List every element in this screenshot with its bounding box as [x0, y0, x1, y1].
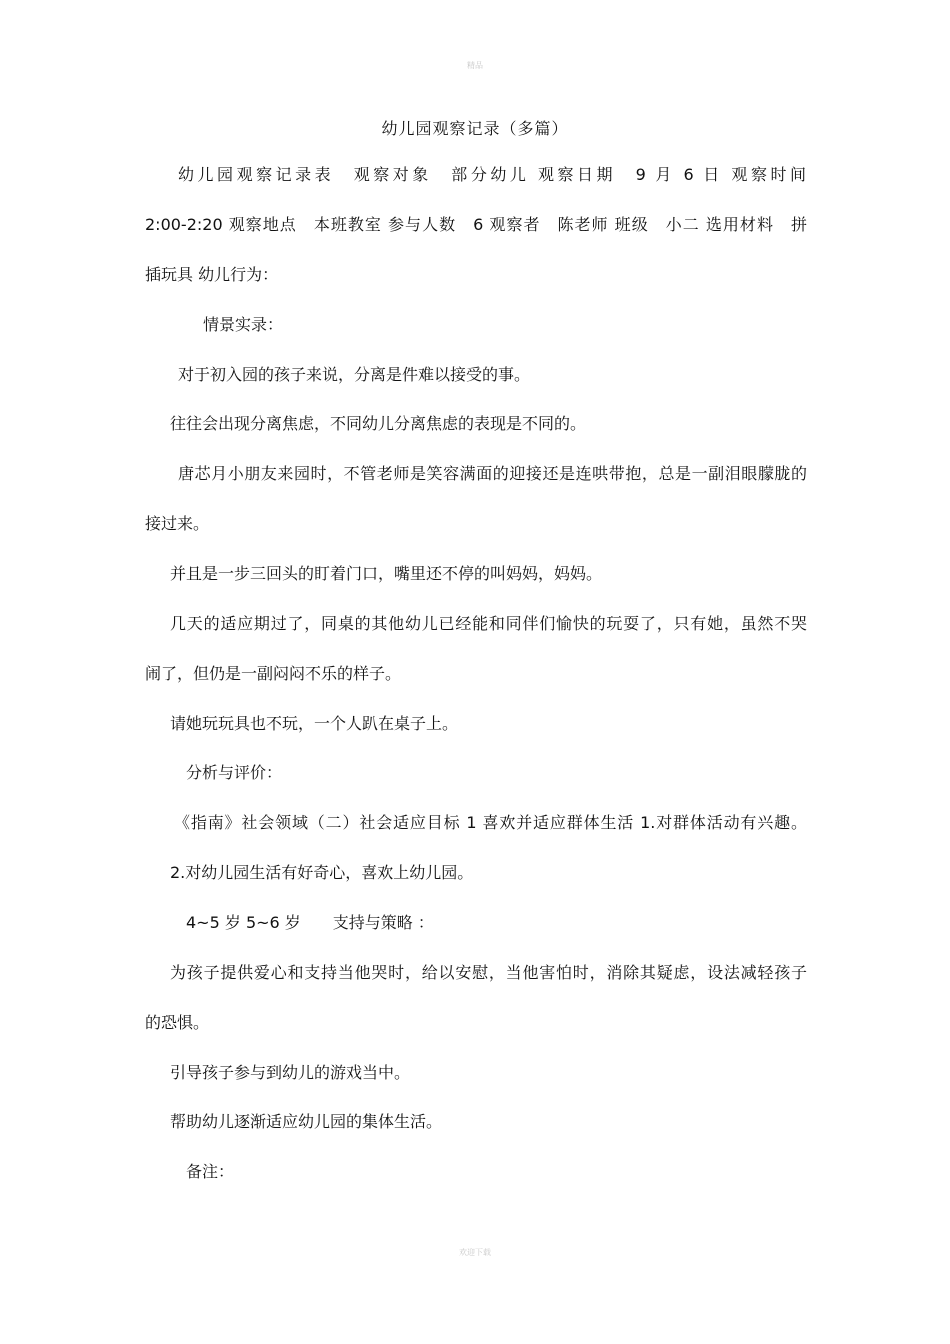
paragraph-line: 对于初入园的孩子来说，分离是件难以接受的事。 — [178, 365, 531, 384]
paragraph-line: 2.对幼儿园生活有好奇心，喜欢上幼儿园。 — [170, 863, 474, 882]
document-title: 幼儿园观察记录（多篇） — [381, 119, 569, 138]
paragraph-line: 情景实录： — [203, 315, 284, 334]
paragraph-line: 并且是一步三回头的盯着门口，嘴里还不停的叫妈妈，妈妈。 — [170, 564, 603, 583]
section-heading: 备注： — [186, 1162, 235, 1181]
section-heading: 分析与评价： — [186, 763, 283, 782]
paragraph-line: 4~5 岁 5~6 岁 支持与策略 ： — [186, 913, 434, 932]
paragraph-line: 《指南》社会领域（二）社会适应目标 1 喜欢并适应群体生活 1.对群体活动有兴趣。 — [174, 813, 807, 832]
paragraph-line: 往往会出现分离焦虑，不同幼儿分离焦虑的表现是不同的。 — [170, 414, 587, 433]
paragraph-line: 唐芯月小朋友来园时，不管老师是笑容满面的迎接还是连哄带抱，总是一副泪眼朦胧的 — [178, 464, 807, 483]
footer-watermark: 欢迎下载 — [459, 1248, 491, 1257]
paragraph-line: 为孩子提供爱心和支持当他哭时，给以安慰，当他害怕时，消除其疑虑，设法减轻孩子 — [170, 963, 807, 982]
paragraph-line: 插玩具 幼儿行为： — [145, 265, 279, 284]
paragraph-line: 闹了，但仍是一副闷闷不乐的样子。 — [145, 664, 402, 683]
paragraph-line: 幼儿园观察记录表 观察对象 部分幼儿 观察日期 9 月 6 日 观察时间 — [178, 165, 807, 184]
paragraph-line: 帮助幼儿逐渐适应幼儿园的集体生活。 — [170, 1112, 443, 1131]
paragraph-line: 2:00-2:20 观察地点 本班教室 参与人数 6 观察者 陈老师 班级 小二 选用材料 拼 — [145, 215, 807, 234]
paragraph-line: 几天的适应期过了，同桌的其他幼儿已经能和同伴们愉快的玩耍了，只有她，虽然不哭 — [170, 614, 807, 633]
paragraph-line: 请她玩玩具也不玩，一个人趴在桌子上。 — [170, 714, 459, 733]
paragraph-line: 接过来。 — [145, 514, 210, 533]
paragraph-line: 引导孩子参与到幼儿的游戏当中。 — [170, 1063, 411, 1082]
paragraph-line: 的恐惧。 — [145, 1013, 210, 1032]
header-watermark: 精品 — [467, 61, 483, 70]
